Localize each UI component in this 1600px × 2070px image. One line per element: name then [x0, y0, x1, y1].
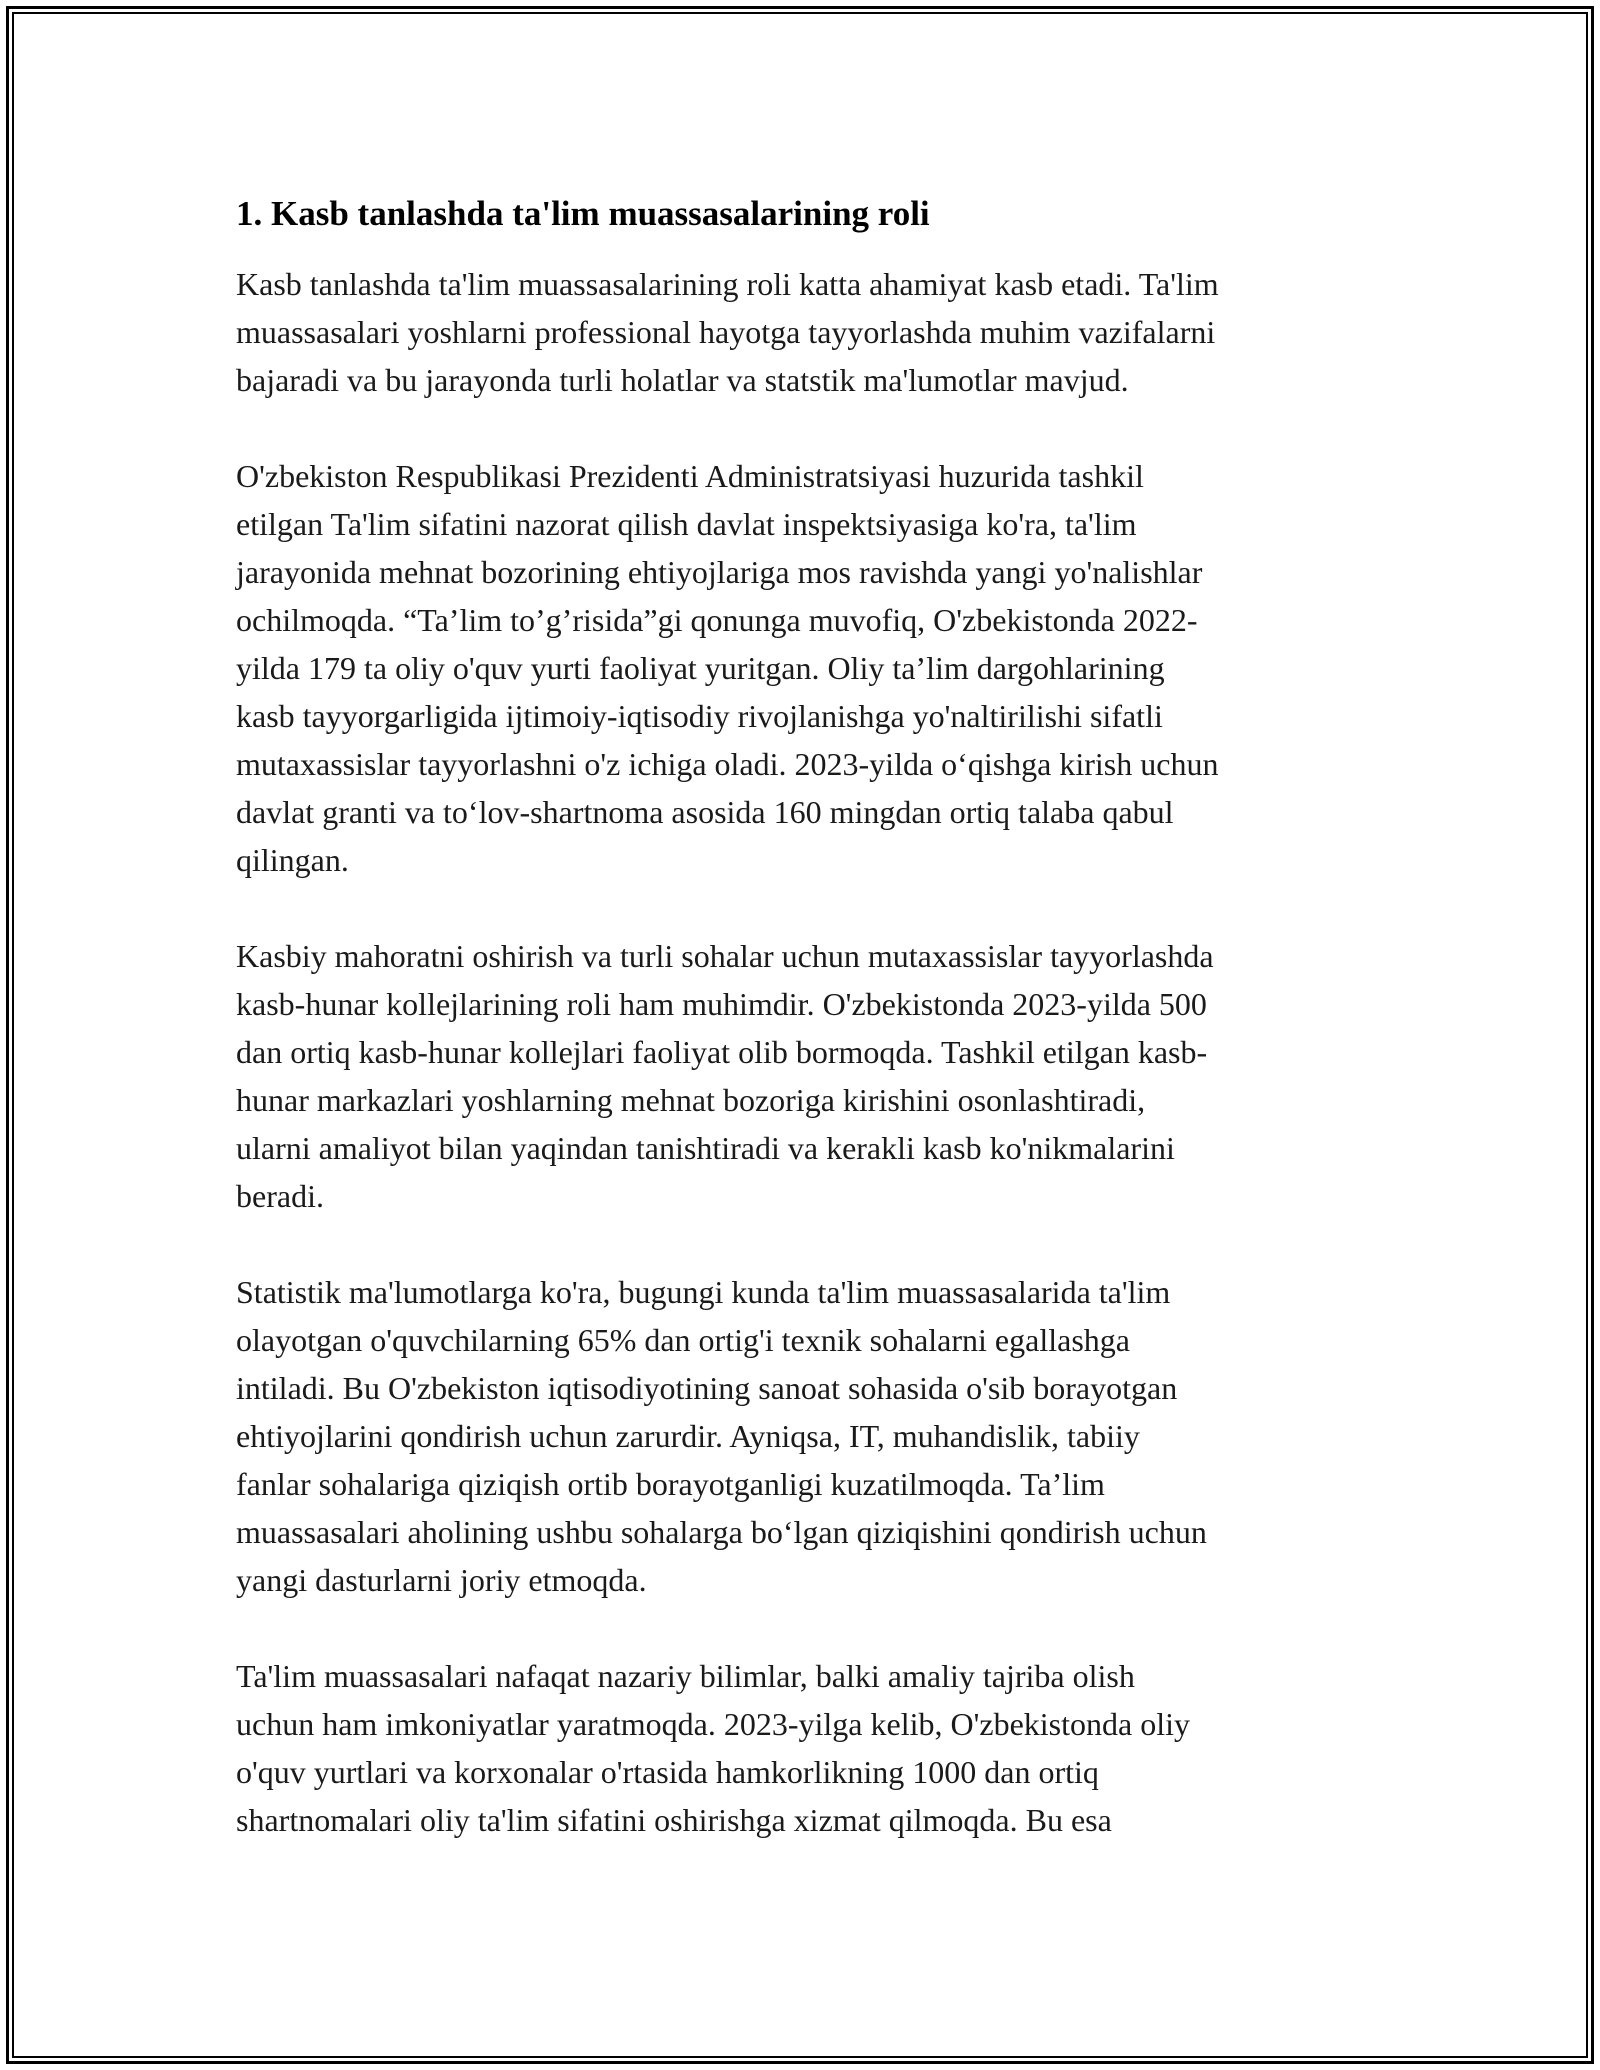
document-body	[236, 186, 1396, 1844]
paragraph-higher-education: O'zbekiston Respublikasi Prezidenti Administratsiyasi huzurida tashkil etilgan Ta'lim sifatini nazorat qilish davlat inspektsiyasiga ko'ra, ta'lim jarayonida mehnat bozorining ehtiyojlariga mos ravishda yangi yo'nalishlar ochilmoqda. “Ta’lim to’g’risida”gi qonunga muvofiq, O'zbekistonda 2022- yilda 179 ta oliy o'quv yurti faoliyat yuritgan. Oliy ta’lim dargohlarining kasb tayyorgarligida ijtimoiy-iqtisodiy rivojlanishga yo'naltirilishi sifatli mutaxassislar tayyorlashni o'z ichiga oladi. 2023-yilda o‘qishga kirish uchun davlat granti va to‘lov-shartnoma asosida 160 mingdan ortiq talaba qabul qilingan.	[236, 458, 1219, 878]
paragraph-vocational-colleges: Kasbiy mahoratni oshirish va turli sohalar uchun mutaxassislar tayyorlashda kasb-hunar kollejlarining roli ham muhimdir. O'zbekistonda 2023-yilda 500 dan ortiq kasb-hunar kollejlari faoliyat olib bormoqda. Tashkil etilgan kasb- hunar markazlari yoshlarning mehnat bozoriga kirishini osonlashtiradi, ularni amaliyot bilan yaqindan tanishtiradi va kerakli kasb ko'nikmalarini beradi.	[236, 938, 1214, 1214]
paragraph-statistics: Statistik ma'lumotlarga ko'ra, bugungi kunda ta'lim muassasalarida ta'lim olayotgan o'quvchilarning 65% dan ortig'i texnik sohalarni egallashga intiladi. Bu O'zbekiston iqtisodiyotining sanoat sohasida o'sib borayotgan ehtiyojlarini qondirish uchun zarurdir. Ayniqsa, IT, muhandislik, tabiiy fanlar sohalariga qiziqish ortib borayotganligi kuzatilmoqda. Ta’lim muassasalari aholining ushbu sohalarga bo‘lgan qiziqishini qondirish uchun yangi dasturlarni joriy etmoqda.	[236, 1274, 1207, 1598]
section-heading: 1. Kasb tanlashda ta'lim muassasalarining roli	[236, 194, 930, 233]
paragraph-practical-experience: Ta'lim muassasalari nafaqat nazariy bilimlar, balki amaliy tajriba olish uchun ham imkoniyatlar yaratmoqda. 2023-yilga kelib, O'zbekistonda oliy o'quv yurtlari va korxonalar o'rtasida hamkorlikning 1000 dan ortiq shartnomalari oliy ta'lim sifatini oshirishga xizmat qilmoqda. Bu esa	[236, 1658, 1190, 1838]
paragraph-intro: Kasb tanlashda ta'lim muassasalarining roli katta ahamiyat kasb etadi. Ta'lim muassasalari yoshlarni professional hayotga tayyorlashda muhim vazifalarni bajaradi va bu jarayonda turli holatlar va statstik ma'lumotlar mavjud.	[236, 266, 1219, 398]
